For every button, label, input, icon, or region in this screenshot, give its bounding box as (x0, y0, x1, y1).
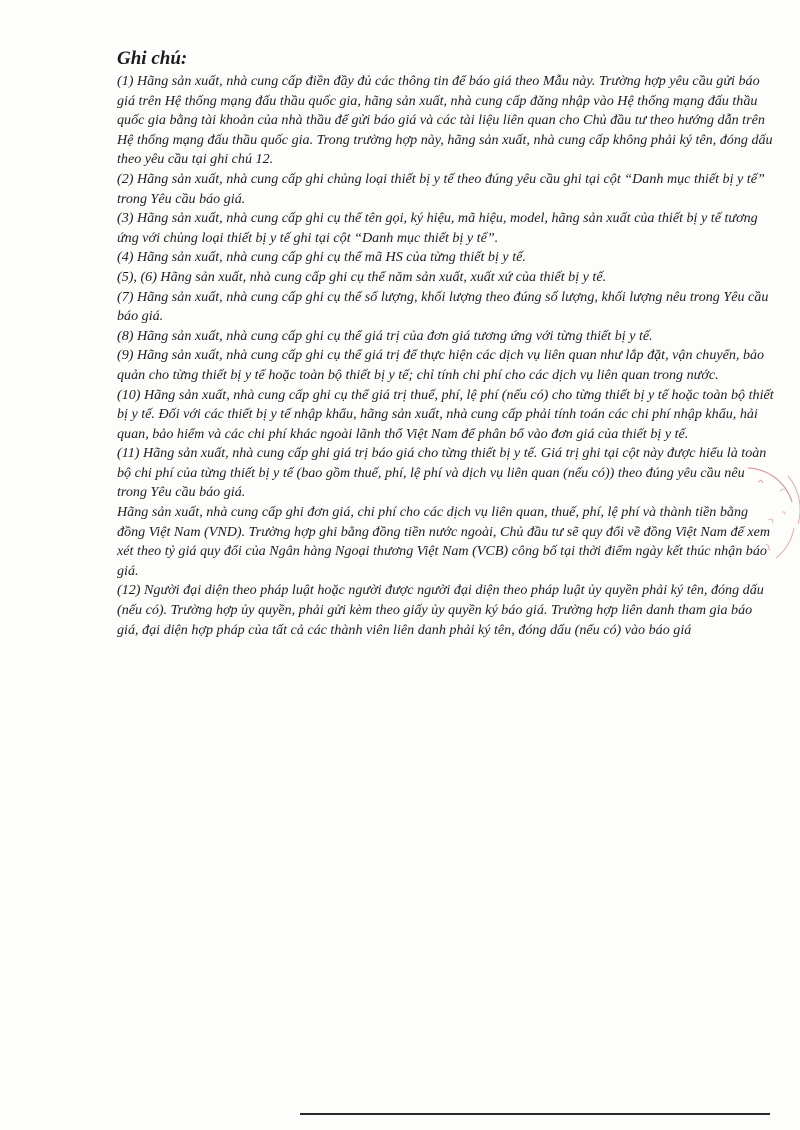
note-10: (10) Hãng sản xuất, nhà cung cấp ghi cụ thể giá trị thuế, phí, lệ phí (nếu có) cho từng thiết bị y tế hoặc toàn bộ thiết bị y tế. Đối với các thiết bị y tế nhập khẩu, hãng sản xuất, nhà cung cấp phải tính toán các chi phí nhập khẩu, hải quan, bảo hiểm và các chi phí khác ngoài lãnh thổ Việt Nam để phân bổ vào đơn giá của thiết bị y tế. (117, 386, 774, 442)
note-12: (12) Người đại diện theo pháp luật hoặc người được người đại diện theo pháp luật ủy quyền phải ký tên, đóng dấu (nếu có). Trường hợp ủy quyền, phải gửi kèm theo giấy ủy quyền ký báo giá. Trường hợp liên danh tham gia báo giá, đại diện hợp pháp của tất cả các thành viên liên danh phải ký tên, đóng dấu (nếu có) vào báo giá (117, 582, 764, 638)
note-9: (9) Hãng sản xuất, nhà cung cấp ghi cụ thể giá trị để thực hiện các dịch vụ liên quan như lắp đặt, vận chuyển, bảo quản cho từng thiết bị y tế hoặc toàn bộ thiết bị y tế; chỉ tính chi phí cho các dịch vụ liên quan trong nước. (117, 347, 765, 383)
bottom-divider (300, 1113, 770, 1115)
note-11: (11) Hãng sản xuất, nhà cung cấp ghi giá trị báo giá cho từng thiết bị y tế. Giá trị ghi tại cột này được hiểu là toàn bộ chi phí của từng thiết bị y tế (bao gồm thuế, phí, lệ phí và dịch vụ liên quan (nếu có)) theo đúng yêu cầu nêu trong Yêu cầu báo giá. (117, 445, 767, 501)
note-7: (7) Hãng sản xuất, nhà cung cấp ghi cụ thể số lượng, khối lượng theo đúng số lượng, khối lượng nêu trong Yêu cầu báo giá. (117, 288, 769, 325)
note-3: (3) Hãng sản xuất, nhà cung cấp ghi cụ thể tên gọi, ký hiệu, mã hiệu, model, hãng sản xuất của thiết bị y tế tương ứng với chủng loại thiết bị y tế ghi tại cột “Danh mục thiết bị y tế”. (117, 210, 758, 246)
note-5-6: (5), (6) Hãng sản xuất, nhà cung cấp ghi cụ thể năm sản xuất, xuất xứ của thiết bị y tế. (117, 268, 607, 285)
note-2: (2) Hãng sản xuất, nhà cung cấp ghi chủng loại thiết bị y tế theo đúng yêu cầu ghi tại cột “Danh mục thiết bị y tế” trong Yêu cầu báo giá. (117, 170, 765, 207)
notes-section (117, 48, 777, 640)
note-4: (4) Hãng sản xuất, nhà cung cấp ghi cụ thể mã HS của từng thiết bị y tế. (117, 249, 526, 266)
note-8: (8) Hãng sản xuất, nhà cung cấp ghi cụ thể giá trị của đơn giá tương ứng với từng thiết bị y tế. (117, 327, 653, 344)
notes-title: Ghi chú: (117, 48, 188, 69)
note-11-currency: Hãng sản xuất, nhà cung cấp ghi đơn giá, chi phí cho các dịch vụ liên quan, thuế, phí, lệ phí và thành tiền bằng đồng Việt Nam (VND). Trường hợp ghi bằng đồng tiền nước ngoài, Chủ đầu tư sẽ quy đổi về đồng Việt Nam để xem xét theo tỷ giá quy đổi của Ngân hàng Ngoại thương Việt Nam (VCB) công bố tại thời điểm ngày kết thúc nhận báo giá. (117, 504, 771, 579)
note-1: (1) Hãng sản xuất, nhà cung cấp điền đầy đủ các thông tin để báo giá theo Mẫu này. Trường hợp yêu cầu gửi báo giá trên Hệ thống mạng đấu thầu quốc gia, hãng sản xuất, nhà cung cấp đăng nhập vào Hệ thống mạng đấu thầu quốc gia bằng tài khoản của nhà thầu để gửi báo giá và các tài liệu liên quan cho Chủ đầu tư theo hướng dẫn trên Hệ thống mạng đấu thầu quốc gia. Trong trường hợp này, hãng sản xuất, nhà cung cấp không phải ký tên, đóng dấu theo yêu cầu tại ghi chú 12. (117, 73, 773, 168)
